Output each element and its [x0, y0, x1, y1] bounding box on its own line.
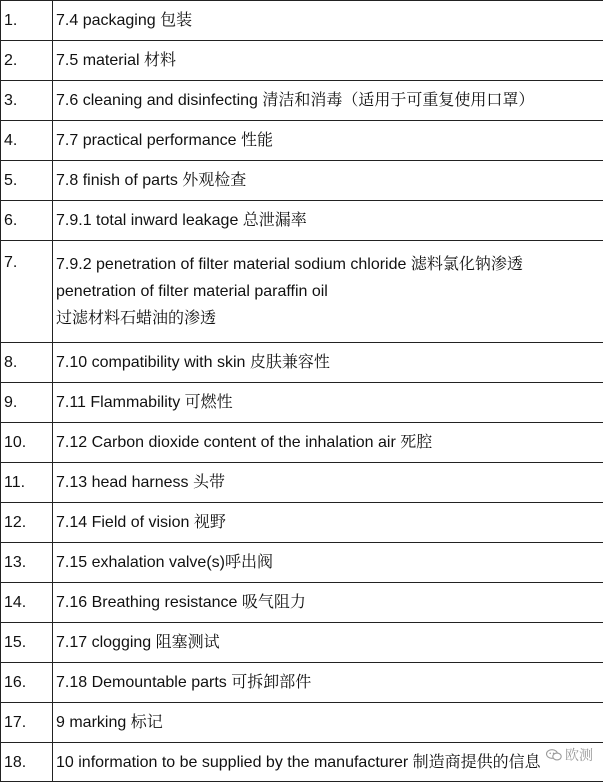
table-row — [1, 121, 603, 161]
row-number: 15. — [1, 623, 53, 663]
table-row — [1, 201, 603, 241]
row-text-line: 过滤材料石蜡油的渗透 — [56, 305, 603, 332]
table-row — [1, 463, 603, 503]
row-number: 2. — [1, 41, 53, 81]
row-text: 7.5 material 材料 — [53, 41, 603, 81]
row-text-line: 7.9.2 penetration of filter material sodium chloride 滤料氯化钠渗透 — [56, 251, 603, 278]
row-text: 7.18 Demountable parts 可拆卸部件 — [53, 663, 603, 703]
row-number: 14. — [1, 583, 53, 623]
table-row — [1, 423, 603, 463]
row-text: 7.14 Field of vision 视野 — [53, 503, 603, 543]
table-row — [1, 663, 603, 703]
row-number: 10. — [1, 423, 53, 463]
row-text: 7.17 clogging 阻塞测试 — [53, 623, 603, 663]
table-row — [1, 503, 603, 543]
row-number: 9. — [1, 383, 53, 423]
table-row — [1, 343, 603, 383]
row-text: 7.10 compatibility with skin 皮肤兼容性 — [53, 343, 603, 383]
row-number: 7. — [1, 241, 53, 343]
table-row — [1, 81, 603, 121]
watermark-text: 欧测 — [565, 745, 593, 765]
row-number: 6. — [1, 201, 53, 241]
table-row — [1, 703, 603, 743]
row-text: 7.16 Breathing resistance 吸气阻力 — [53, 583, 603, 623]
row-number: 4. — [1, 121, 53, 161]
row-text: 7.8 finish of parts 外观检查 — [53, 161, 603, 201]
wechat-icon — [546, 749, 562, 761]
row-text-line: penetration of filter material paraffin oil — [56, 278, 603, 305]
table-row — [1, 623, 603, 663]
row-number: 5. — [1, 161, 53, 201]
row-number: 12. — [1, 503, 53, 543]
row-text: 7.9.1 total inward leakage 总泄漏率 — [53, 201, 603, 241]
table-row — [1, 583, 603, 623]
row-text: 7.13 head harness 头带 — [53, 463, 603, 503]
row-number: 8. — [1, 343, 53, 383]
table-row — [1, 383, 603, 423]
row-number: 17. — [1, 703, 53, 743]
watermark — [546, 745, 593, 765]
row-text: 10 information to be supplied by the manufacturer 制造商提供的信息 — [53, 743, 603, 782]
row-number: 18. — [1, 743, 53, 782]
row-text: 7.12 Carbon dioxide content of the inhalation air 死腔 — [53, 423, 603, 463]
row-text: 7.7 practical performance 性能 — [53, 121, 603, 161]
row-text-multiline — [53, 241, 603, 343]
table-row — [1, 161, 603, 201]
row-number: 3. — [1, 81, 53, 121]
row-number: 1. — [1, 1, 53, 41]
row-text: 7.6 cleaning and disinfecting 清洁和消毒（适用于可重复使用口罩） — [53, 81, 603, 121]
row-number: 16. — [1, 663, 53, 703]
table-row — [1, 743, 603, 782]
table-row — [1, 543, 603, 583]
table-row — [1, 241, 603, 343]
row-text: 7.15 exhalation valve(s)呼出阀 — [53, 543, 603, 583]
table-row — [1, 1, 603, 41]
row-text: 7.4 packaging 包装 — [53, 1, 603, 41]
row-number: 13. — [1, 543, 53, 583]
row-text: 7.11 Flammability 可燃性 — [53, 383, 603, 423]
table-row — [1, 41, 603, 81]
row-number: 11. — [1, 463, 53, 503]
row-text: 9 marking 标记 — [53, 703, 603, 743]
